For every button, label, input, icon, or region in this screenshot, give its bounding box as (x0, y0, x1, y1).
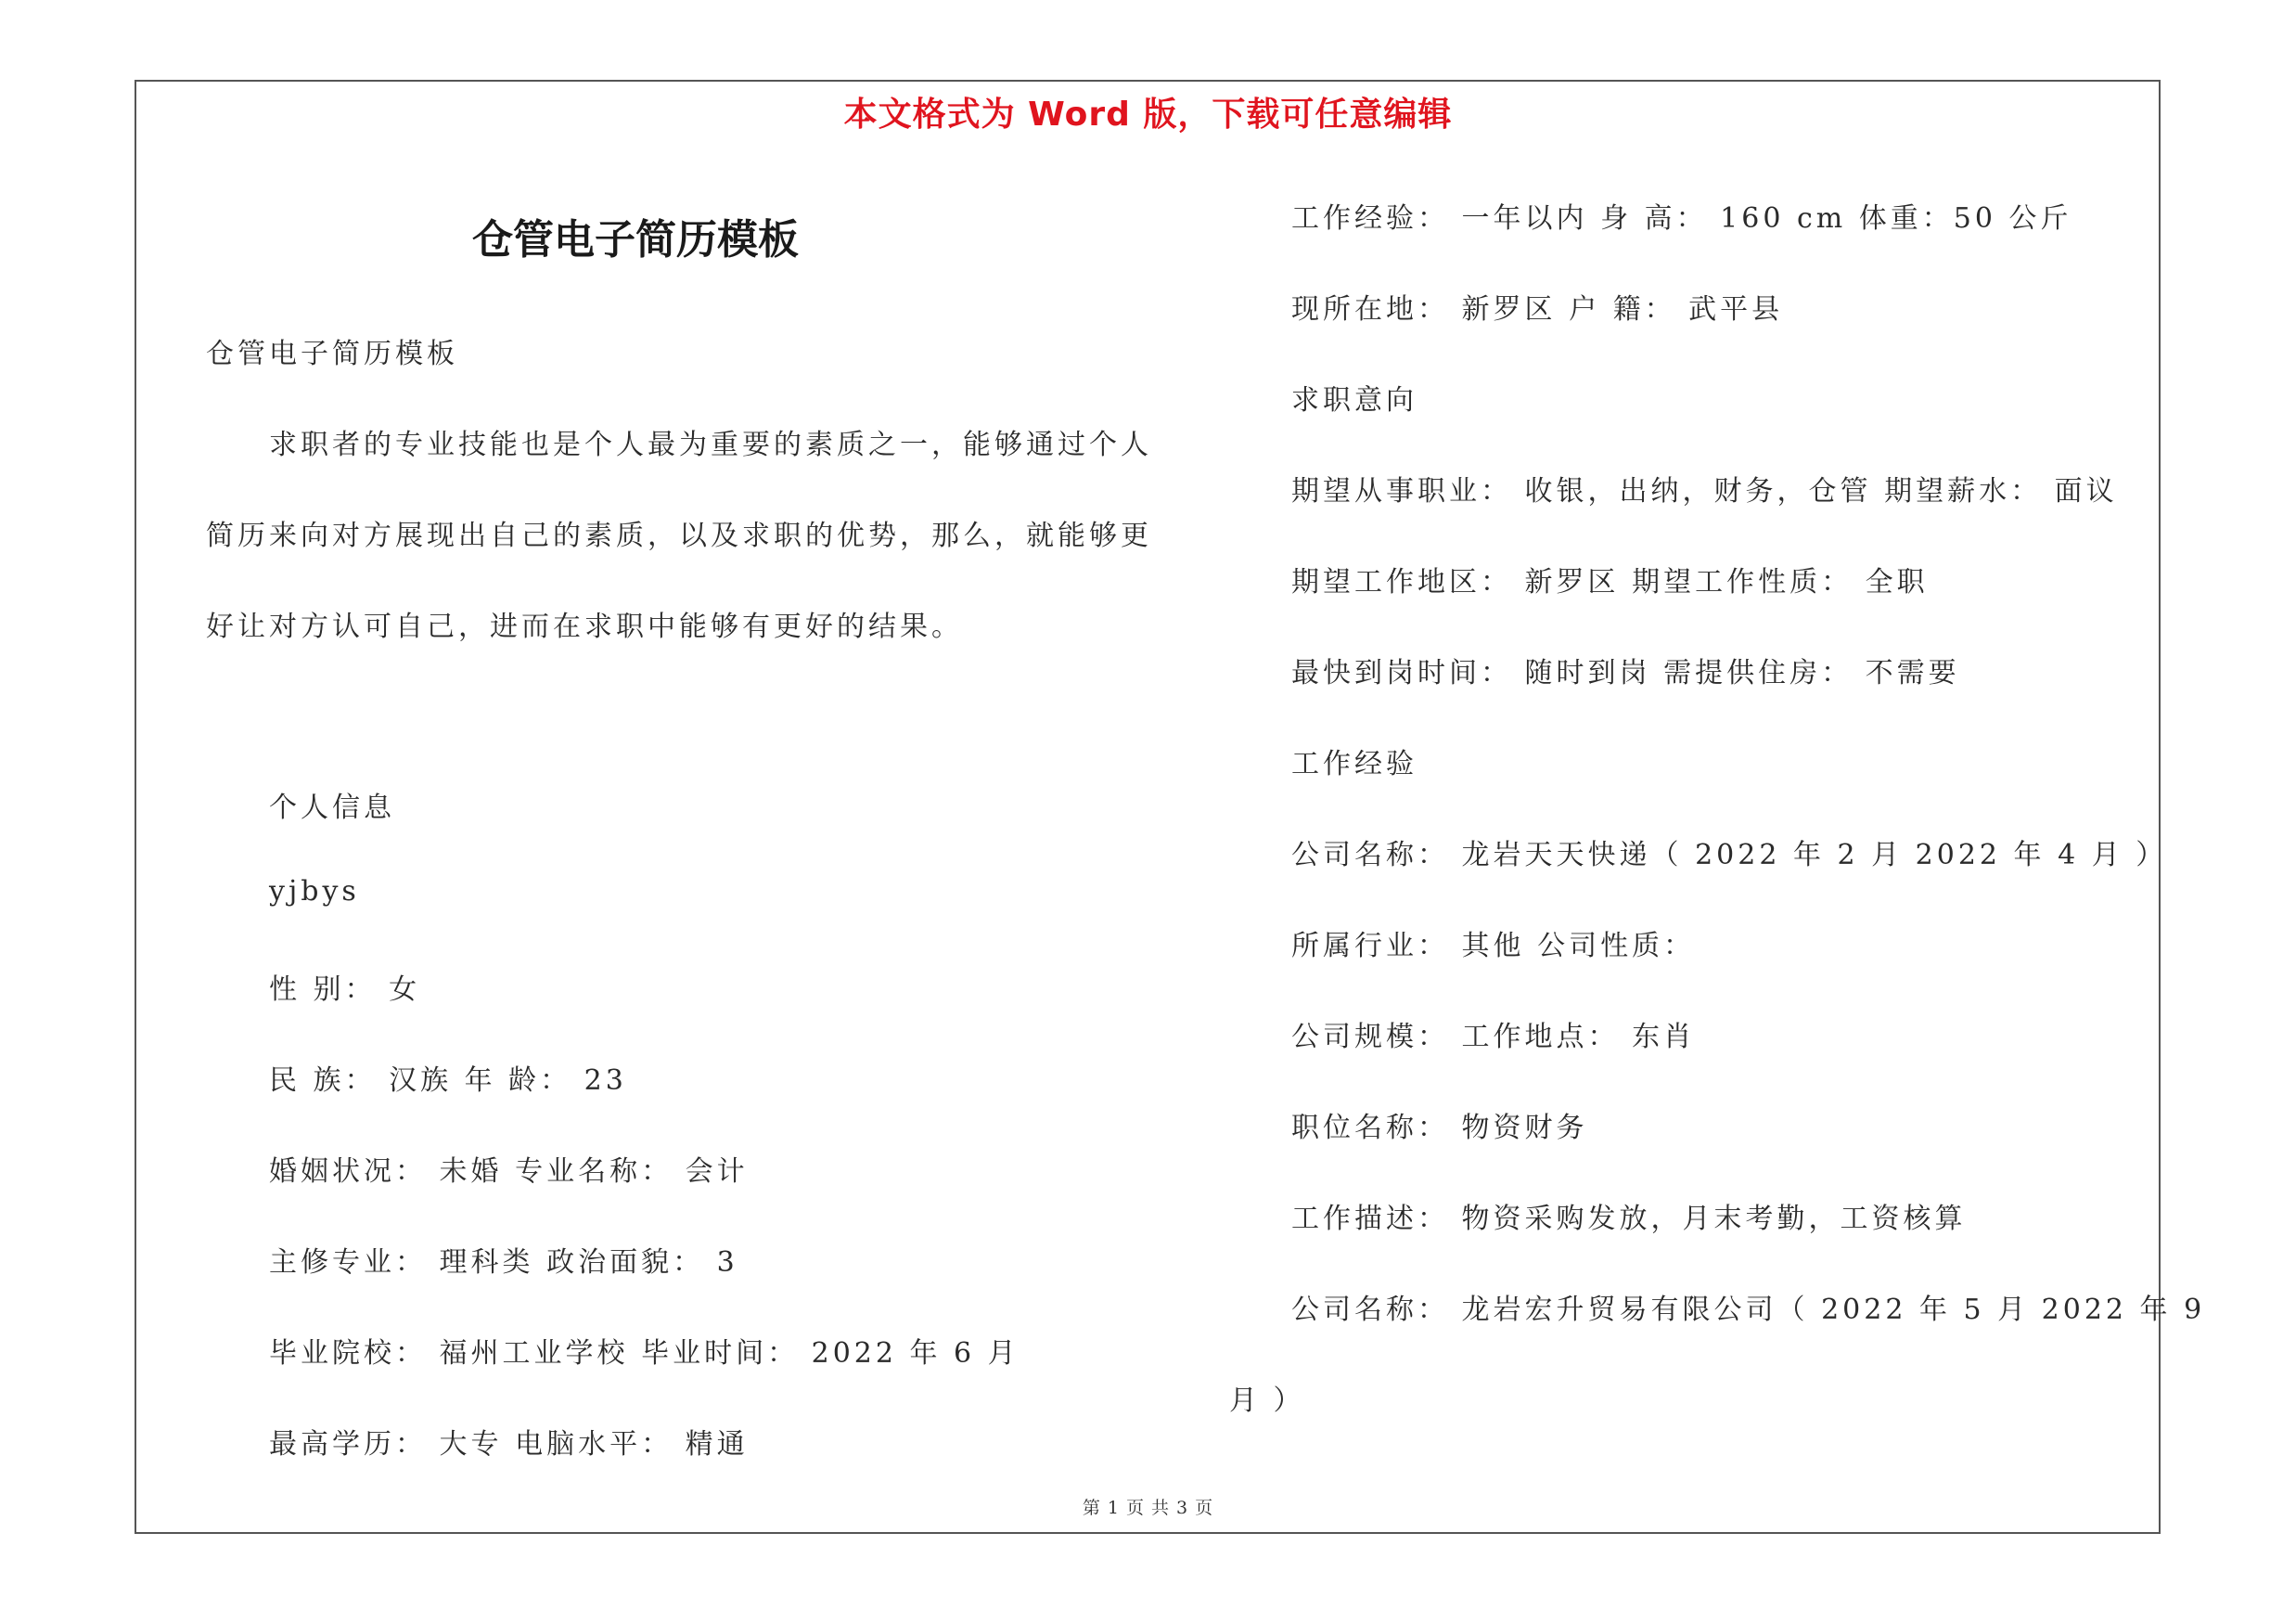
main-major-politics-row: 主修专业： 理科类 政治面貌： 3 (269, 1246, 738, 1279)
company1-name-row: 公司名称： 龙岩天天快递（ 2022 年 2 月 2022 年 4 月 ） (1291, 839, 2168, 871)
ethnicity-age-row: 民 族： 汉族 年 龄： 23 (269, 1064, 627, 1097)
page-number-footer: 第 1 页 共 3 页 (1082, 1498, 1214, 1518)
subtitle: 仓管电子简历模板 (206, 338, 458, 370)
section-work-experience: 工作经验 (1291, 748, 1417, 780)
intro-line-2: 简历来向对方展现出自己的素质，以及求职的优势，那么，就能够更 (206, 520, 1152, 552)
expected-area-type-row: 期望工作地区： 新罗区 期望工作性质： 全职 (1291, 566, 1929, 599)
intro-line-3: 好让对方认可自己，进而在求职中能够有更好的结果。 (206, 611, 963, 643)
company1-position-row: 职位名称： 物资财务 (1291, 1112, 1588, 1144)
arrival-housing-row: 最快到岗时间： 随时到岗 需提供住房： 不需要 (1291, 657, 1960, 689)
name-value: yjbys (269, 875, 360, 908)
experience-height-weight-row: 工作经验： 一年以内 身 高： 160 cm 体重：50 公斤 (1291, 202, 2072, 235)
marital-major-row: 婚姻状况： 未婚 专业名称： 会计 (269, 1155, 749, 1188)
company1-description-row: 工作描述： 物资采购发放，月末考勤，工资核算 (1291, 1203, 1967, 1235)
company1-industry-row: 所属行业： 其他 公司性质： (1291, 930, 1696, 962)
expected-job-salary-row: 期望从事职业： 收银，出纳，财务，仓管 期望薪水： 面议 (1291, 475, 2118, 508)
intro-line-1: 求职者的专业技能也是个人最为重要的素质之一，能够通过个人 (269, 429, 1152, 461)
gender-row: 性 别： 女 (269, 973, 421, 1006)
format-banner: 本文格式为 Word 版，下载可任意编辑 (843, 96, 1453, 134)
education-computer-row: 最高学历： 大专 电脑水平： 精通 (269, 1428, 749, 1461)
school-graduation-row: 毕业院校： 福州工业学校 毕业时间： 2022 年 6 月 (269, 1337, 1020, 1370)
section-personal-info: 个人信息 (269, 792, 395, 824)
company2-name-row: 公司名称： 龙岩宏升贸易有限公司（ 2022 年 5 月 2022 年 9 (1291, 1294, 2206, 1326)
company1-scale-row: 公司规模： 工作地点： 东肖 (1291, 1021, 1696, 1053)
company2-name-continuation: 月 ） (1229, 1385, 1305, 1417)
section-job-intention: 求职意向 (1291, 384, 1417, 417)
location-hukou-row: 现所在地： 新罗区 户 籍： 武平县 (1291, 293, 1784, 326)
document-title: 仓管电子简历模板 (472, 216, 799, 264)
